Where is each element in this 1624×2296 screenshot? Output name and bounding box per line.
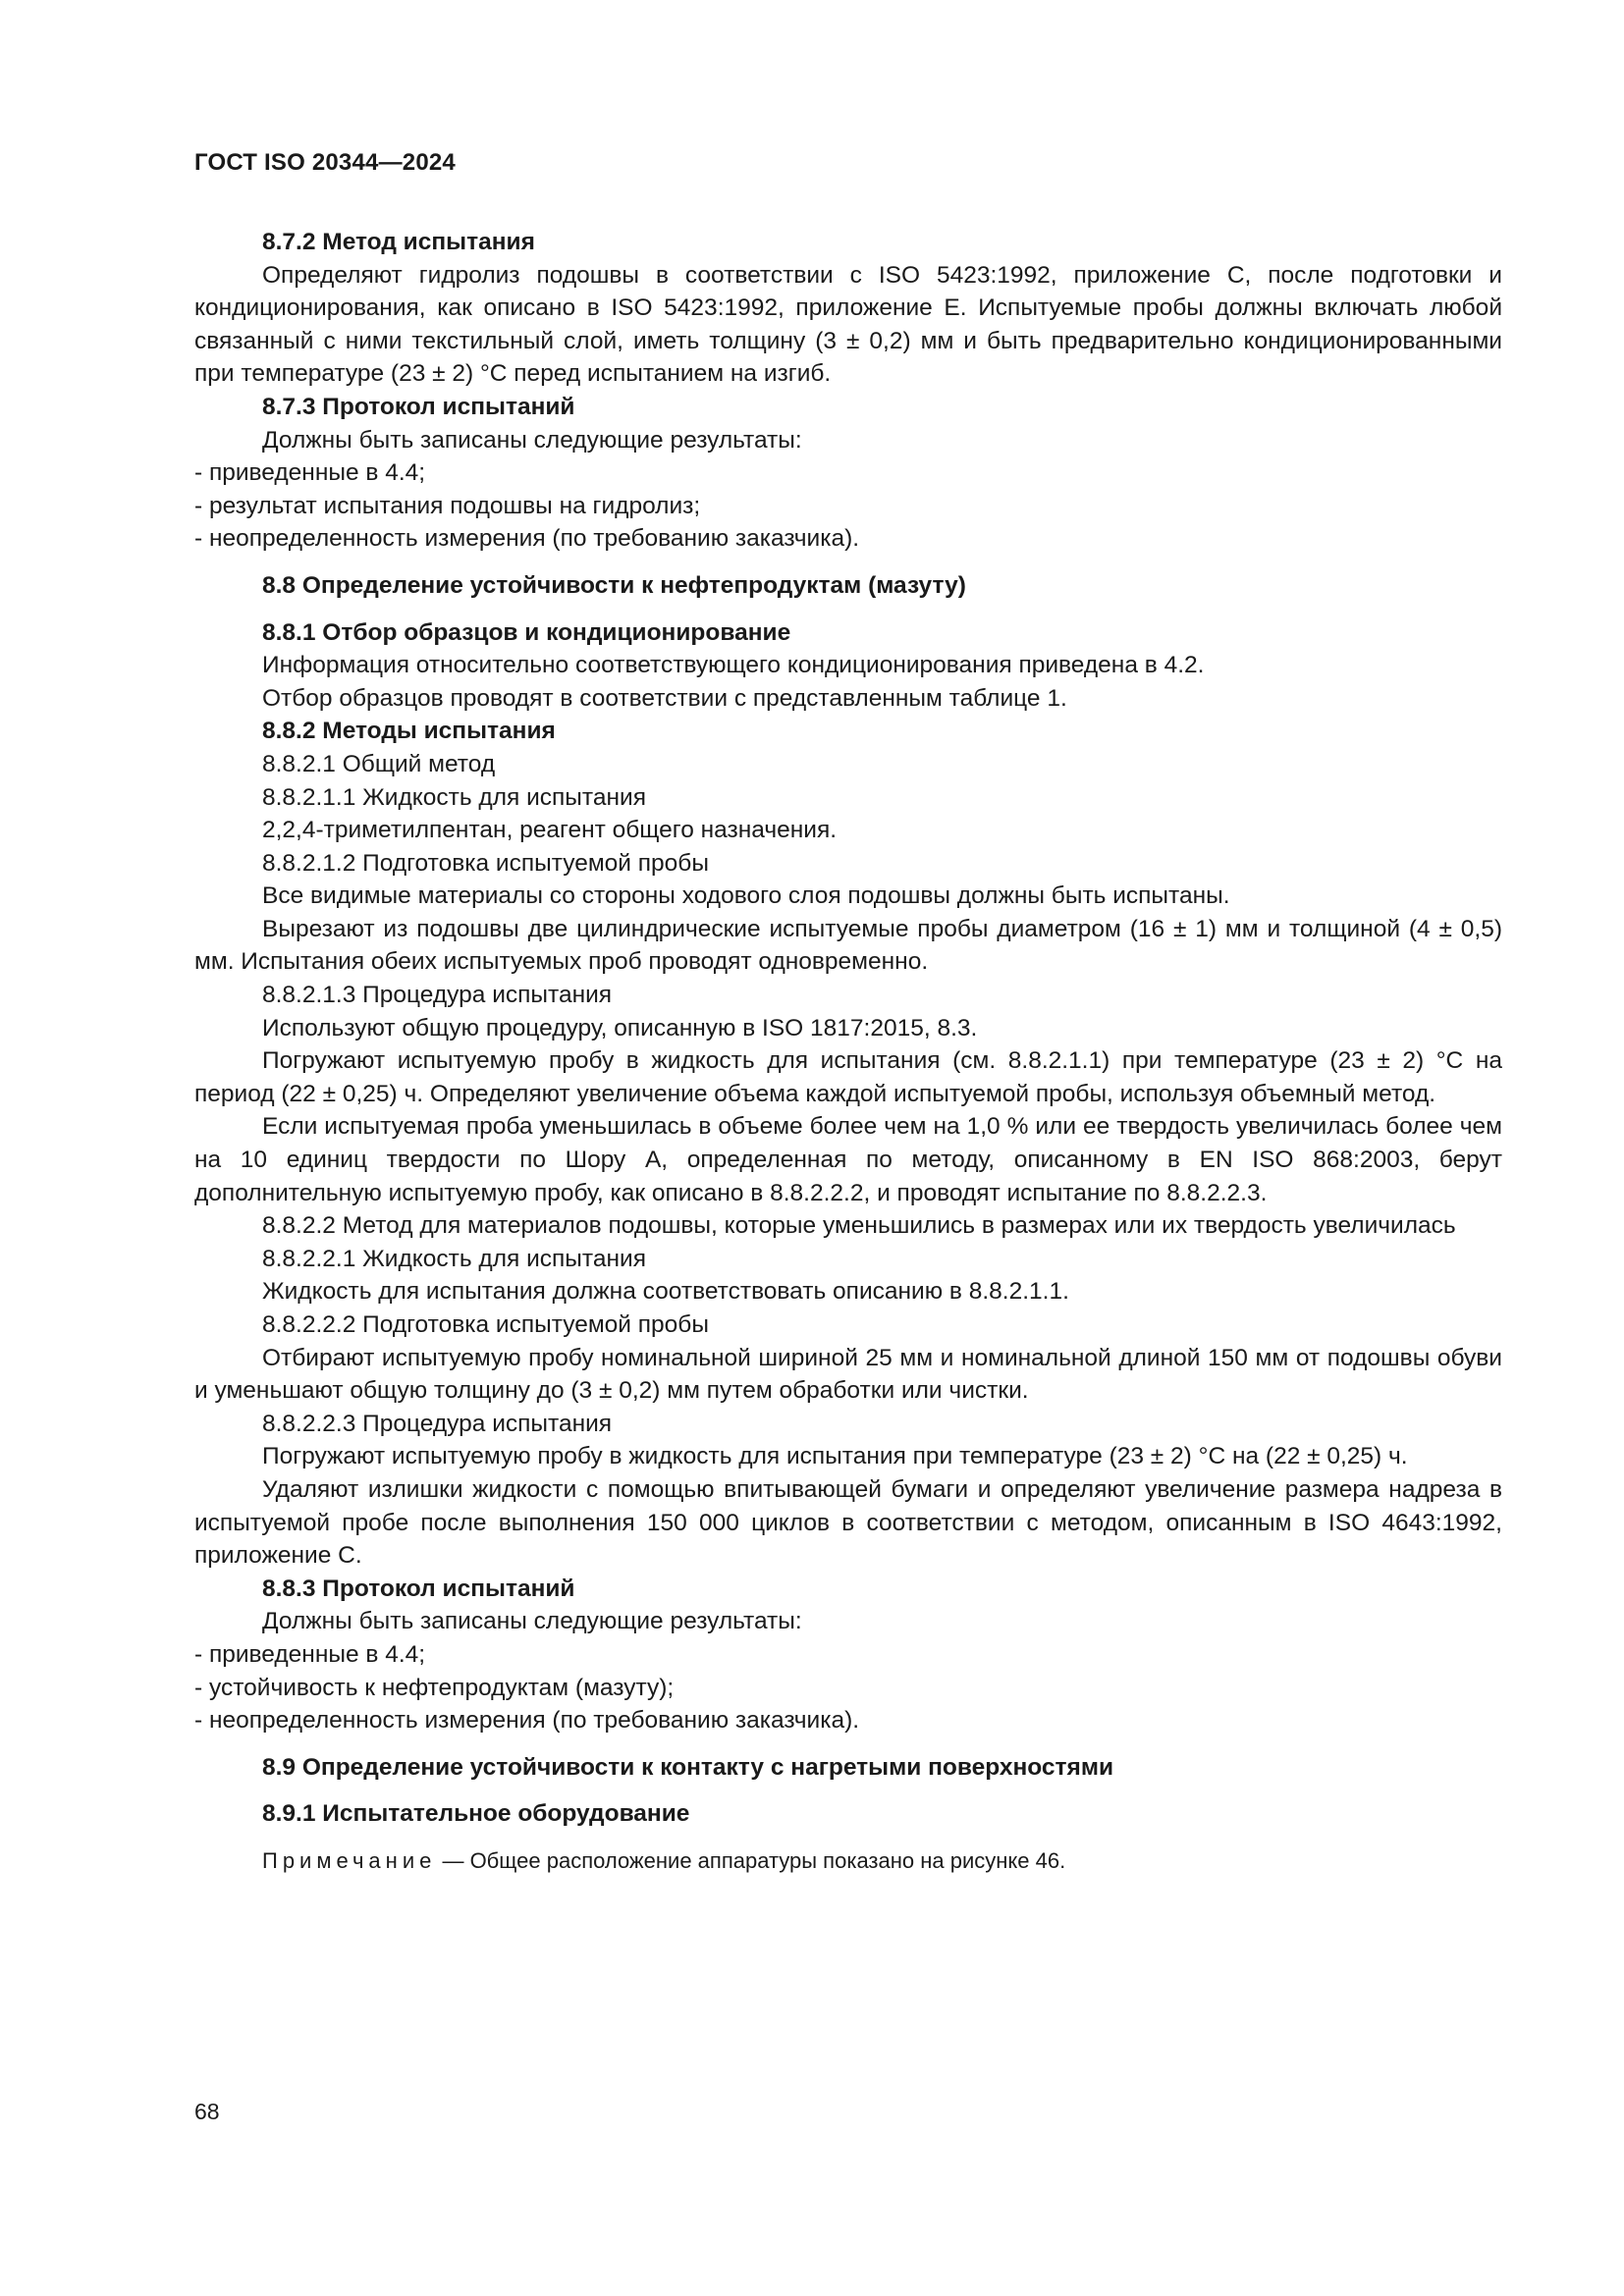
list-item: - результат испытания подошвы на гидролиз; bbox=[194, 492, 701, 519]
paragraph: Если испытуемая проба уменьшилась в объеме более чем на 1,0 % или ее твердость увеличилась более чем на 10 единиц твердости по Шору А, определенная по методу, описанному в EN ISO 868:2003, берут дополнительную испытуемую пробу, как описано в 8.8.2.2.2, и проводят испытание по 8.8.2.2.3. bbox=[194, 1113, 1502, 1206]
subsection-heading: 8.8.2.1.3 Процедура испытания bbox=[262, 982, 613, 1009]
section-heading-8-9: 8.9 Определение устойчивости к контакту с нагретыми поверхностями bbox=[262, 1753, 1114, 1781]
section-heading-8-8-1: 8.8.1 Отбор образцов и кондиционирование bbox=[262, 618, 791, 646]
document-body bbox=[194, 226, 1502, 1878]
list-item: - неопределенность измерения (по требованию заказчика). bbox=[194, 1707, 860, 1735]
subsection-heading: 8.8.2.2.3 Процедура испытания bbox=[262, 1410, 613, 1437]
paragraph: Используют общую процедуру, описанную в ISO 1817:2015, 8.3. bbox=[262, 1014, 978, 1041]
section-heading-8-8: 8.8 Определение устойчивости к нефтепродуктам (мазуту) bbox=[262, 571, 966, 599]
paragraph: Должны быть записаны следующие результаты: bbox=[262, 426, 802, 454]
paragraph: Должны быть записаны следующие результаты: bbox=[262, 1608, 802, 1635]
list-item: - устойчивость к нефтепродуктам (мазуту); bbox=[194, 1674, 675, 1701]
subsection-heading: 8.8.2.2.2 Подготовка испытуемой пробы bbox=[262, 1311, 709, 1338]
list-item: - приведенные в 4.4; bbox=[194, 1640, 426, 1668]
section-heading-8-7-2: 8.7.2 Метод испытания bbox=[262, 229, 535, 255]
paragraph: Удаляют излишки жидкости с помощью впитывающей бумаги и определяют увеличение размера надреза в испытуемой пробе после выполнения 150 000 циклов в соответствии с методом, описанным в ISO 4643:1992, приложение С. bbox=[194, 1475, 1502, 1570]
note bbox=[194, 1844, 1502, 1878]
subsection-heading: 8.8.2.1.1 Жидкость для испытания bbox=[262, 783, 646, 811]
list-item: - приведенные в 4.4; bbox=[194, 459, 426, 487]
paragraph: Все видимые материалы со стороны ходового слоя подошвы должны быть испытаны. bbox=[262, 882, 1230, 910]
section-heading-8-8-2: 8.8.2 Методы испытания bbox=[262, 718, 556, 745]
subsection-heading: 8.8.2.2.1 Жидкость для испытания bbox=[262, 1245, 646, 1272]
paragraph: Вырезают из подошвы две цилиндрические испытуемые пробы диаметром (16 ± 1) мм и толщиной (4 ± 0,5) мм. Испытания обеих испытуемых проб проводят одновременно. bbox=[194, 915, 1502, 976]
paragraph: Погружают испытуемую пробу в жидкость для испытания (см. 8.8.2.1.1) при температуре (23 ± 2) °С на период (22 ± 0,25) ч. Определяют увеличение объема каждой испытуемой пробы, используя объемный метод. bbox=[194, 1047, 1502, 1107]
section-heading-8-8-3: 8.8.3 Протокол испытаний bbox=[262, 1575, 575, 1602]
page-number: 68 bbox=[194, 2099, 220, 2124]
subsection-heading: 8.8.2.1 Общий метод bbox=[262, 750, 496, 777]
paragraph: Определяют гидролиз подошвы в соответствии с ISO 5423:1992, приложение С, после подготовки и кондиционирования, как описано в ISO 5423:1992, приложение Е. Испытуемые пробы должны включать любой связанный с ними текстильный слой, иметь толщину (3 ± 0,2) мм и быть предварительно кондиционированными при температуре (23 ± 2) °С перед испытанием на изгиб. bbox=[194, 261, 1502, 388]
subsection-heading: 8.8.2.2 Метод для материалов подошвы, которые уменьшились в размерах или их твердость увеличилась bbox=[262, 1212, 1456, 1240]
paragraph: Жидкость для испытания должна соответствовать описанию в 8.8.2.1.1. bbox=[262, 1278, 1069, 1306]
subsection-heading: 8.8.2.1.2 Подготовка испытуемой пробы bbox=[262, 849, 709, 877]
note-text: — Общее расположение аппаратуры показано на рисунке 46. bbox=[436, 1847, 1066, 1873]
section-heading-8-7-3: 8.7.3 Протокол испытаний bbox=[262, 393, 575, 420]
note-label: Примечание bbox=[262, 1847, 437, 1873]
section-heading-8-9-1: 8.9.1 Испытательное оборудование bbox=[262, 1800, 690, 1828]
list-item: - неопределенность измерения (по требованию заказчика). bbox=[194, 525, 860, 553]
paragraph: 2,2,4-триметилпентан, реагент общего назначения. bbox=[262, 817, 838, 844]
document-header: ГОСТ ISO 20344—2024 bbox=[194, 149, 456, 176]
paragraph: Погружают испытуемую пробу в жидкость для испытания при температуре (23 ± 2) °С на (22 ± 0,25) ч. bbox=[262, 1443, 1408, 1470]
paragraph: Информация относительно соответствующего кондиционирования приведена в 4.2. bbox=[262, 652, 1205, 679]
paragraph: Отбирают испытуемую пробу номинальной шириной 25 мм и номинальной длиной 150 мм от подошвы обуви и уменьшают общую толщину до (3 ± 0,2) мм путем обработки или чистки. bbox=[194, 1344, 1502, 1405]
paragraph: Отбор образцов проводят в соответствии с представленным таблице 1. bbox=[262, 684, 1067, 712]
